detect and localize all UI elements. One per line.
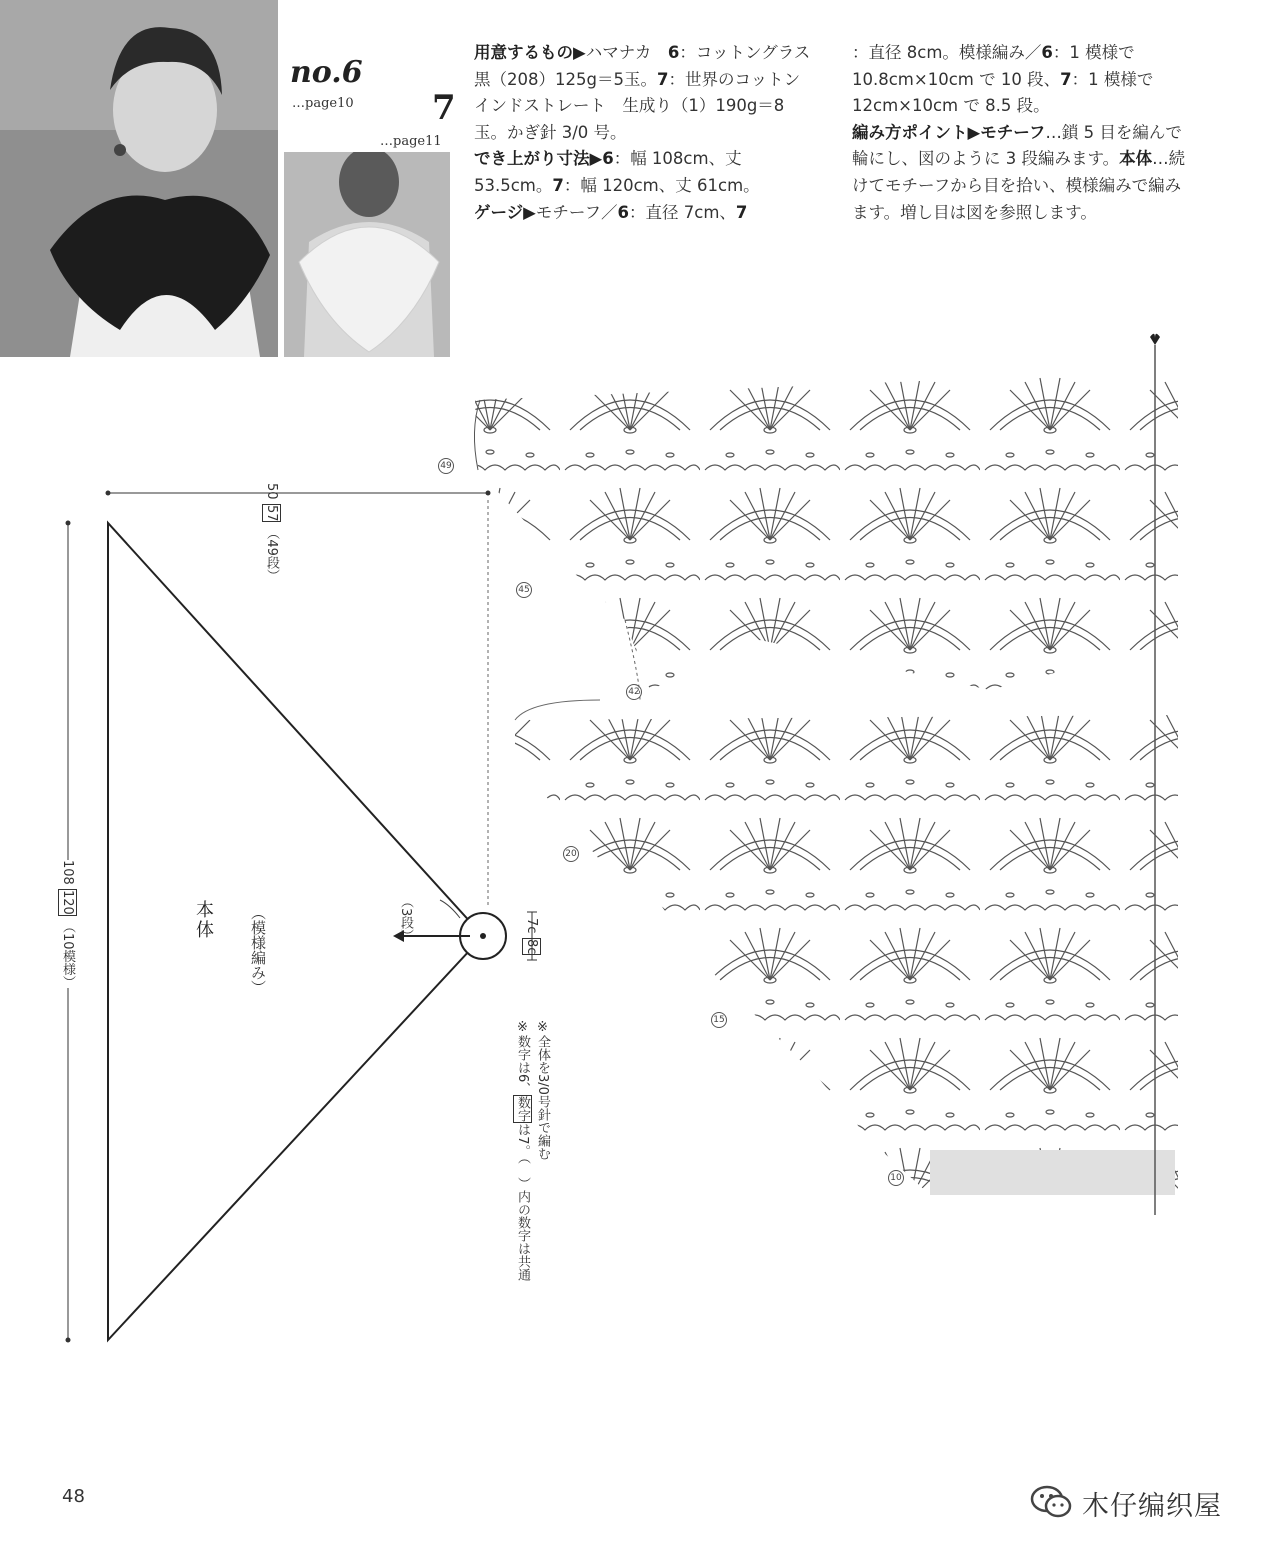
motif-dim-7: 8c — [524, 938, 539, 954]
page-ref-7: …page11 — [380, 134, 442, 149]
size-label: でき上がり寸法▶ — [474, 149, 603, 169]
materials-7-text: ：世界のコットン インドストレート 生成り（1）190g＝8玉。かぎ針 3/0 号。 — [474, 69, 801, 142]
note-1: ※全体を3/0号針で編む — [535, 1020, 550, 1160]
top-dim-7: 57 — [264, 504, 279, 522]
pattern-number-6: no.6 — [290, 55, 363, 90]
points-text: …鎖 5 目を編んで輪にし、図のように 3 段編みます。 — [852, 122, 1182, 169]
left-dim-7: 120 — [60, 889, 75, 915]
row-marker-45: 45 — [516, 582, 532, 598]
row-marker-10: 10 — [888, 1170, 904, 1186]
gauge-7b: 7 — [1060, 69, 1072, 89]
motif-dim-6: 7c — [524, 918, 539, 934]
materials-7: 7 — [656, 69, 669, 89]
left-dim-repeats: （10模様） — [60, 919, 75, 989]
gauge-label: ゲージ▶ — [474, 202, 536, 222]
motif-rows-label: （3段） — [398, 895, 413, 943]
body-sub-label: （模様編み） — [249, 905, 267, 995]
row-marker-15: 15 — [711, 1012, 727, 1028]
body-inline-label: 本体 — [1119, 149, 1153, 169]
body-text: …続けてモチーフから目を拾い、模様編みで編みます。増し目は図を参照します。 — [852, 149, 1186, 222]
gauge-6-text: ：直径 7cm、 — [629, 202, 736, 222]
note-2c: は7。（ ）内の数字は共通 — [515, 1123, 530, 1282]
materials-6-text: ：コットングラス 黒（208）125g＝5玉。 — [474, 43, 827, 89]
left-dimension — [58, 860, 77, 988]
gauge-text-a: モチーフ／ — [535, 202, 618, 222]
motif-dimension — [524, 918, 539, 955]
note-2a: ※数字は6、 — [515, 1020, 530, 1096]
gauge-7: 7 — [735, 202, 748, 222]
brand-watermark: 木仔编织屋 — [1082, 1491, 1222, 1522]
top-dimension — [262, 483, 281, 582]
gauge-6b: 6 — [1041, 43, 1053, 62]
row-marker-49: 49 — [438, 458, 454, 474]
row-marker-42: 42 — [626, 684, 642, 700]
pattern-number-7: 7 — [432, 88, 456, 128]
left-dim-6: 108 — [60, 860, 75, 885]
gauge-6b-text: ：1 模様で 10.8cm×10cm で 10 段、 — [852, 43, 1135, 89]
gauge-7-text: ：直径 8cm。模様編み／ — [852, 43, 1042, 62]
size-7: 7 — [552, 175, 564, 195]
size-6: 6 — [602, 149, 614, 169]
body-label: 本体 — [193, 900, 214, 940]
materials-text: ハマナカ — [585, 43, 668, 62]
gauge-7b-text: ：1 模様で 12cm×10cm で 8.5 段。 — [852, 69, 1154, 116]
points-label: 編み方ポイント▶モチーフ — [852, 122, 1046, 142]
notes — [512, 1020, 552, 1281]
top-dim-6: 50 — [264, 483, 279, 500]
row-marker-20: 20 — [563, 846, 579, 862]
materials-label: 用意するもの▶ — [474, 43, 586, 62]
top-dim-rows: （49段） — [264, 526, 279, 582]
size-7-text: ：幅 120cm、丈 61cm。 — [563, 175, 760, 195]
materials-6: 6 — [667, 43, 680, 62]
note-2 — [512, 1020, 532, 1281]
gauge-6: 6 — [617, 202, 630, 222]
page-number: 48 — [62, 1486, 85, 1507]
note-2b: 数字 — [515, 1096, 530, 1123]
size-6-text: ：幅 108cm、丈 53.5cm。 — [474, 149, 742, 195]
wechat-icon — [1030, 1484, 1074, 1524]
page-ref-6: …page10 — [292, 96, 354, 111]
